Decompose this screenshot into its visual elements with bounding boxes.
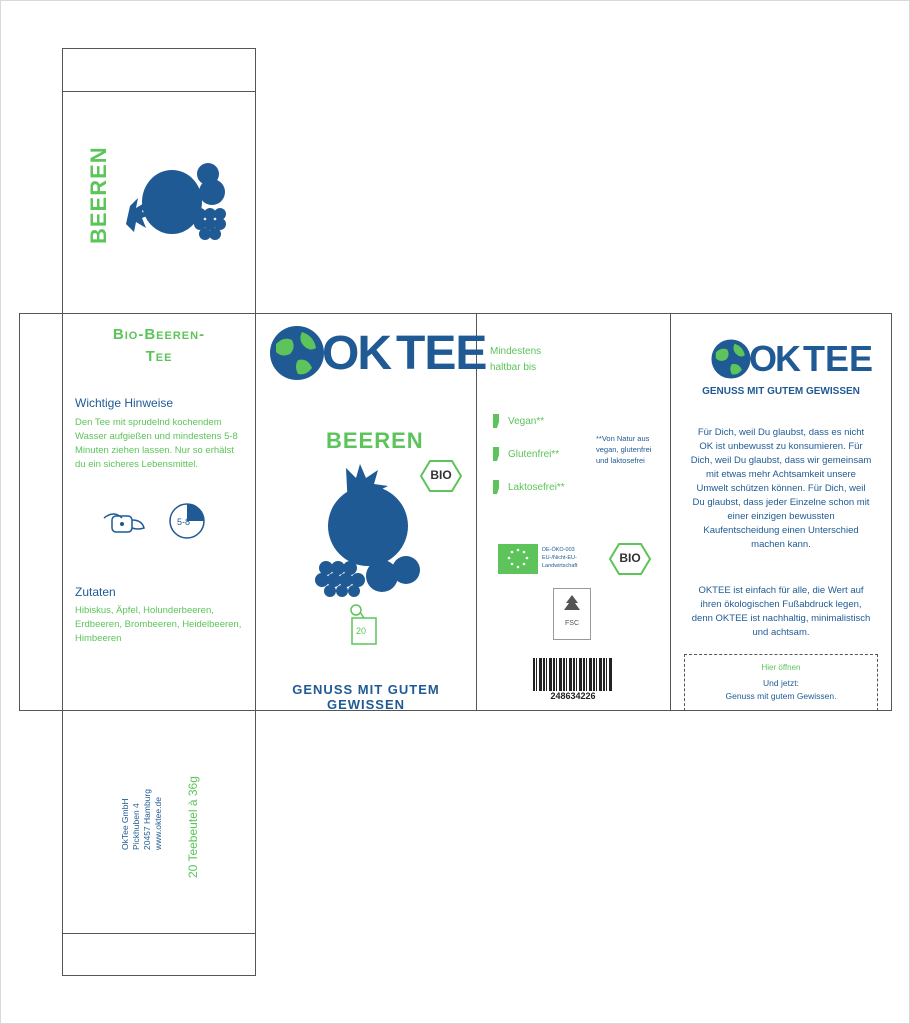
ingredients-title: Zutaten bbox=[75, 585, 116, 599]
company-street: Pickhuben 4 bbox=[131, 803, 141, 850]
barcode bbox=[533, 658, 613, 692]
ingredients-text: Hibiskus, Äpfel, Holunderbeeren, Erdbeeren, Brombeeren, Heidelbeeren, Himbeeren bbox=[75, 605, 242, 644]
globe-icon bbox=[710, 338, 752, 380]
top-tuck-flap bbox=[62, 48, 256, 92]
eu-organic-logo bbox=[498, 544, 538, 574]
bio-badge-front bbox=[419, 459, 463, 493]
teabag-icon bbox=[346, 602, 382, 648]
feature-glutenfree-label: Glutenfrei** bbox=[508, 448, 560, 460]
teapot-icon bbox=[100, 506, 150, 536]
footnote: **Von Natur aus vegan, glutenfrei und laktosefrei bbox=[596, 434, 652, 465]
glue-flap bbox=[19, 313, 63, 711]
content-info: 20 Teebeutel à 36g bbox=[186, 776, 200, 878]
bio-badge-side bbox=[608, 542, 652, 576]
feature-lactosefree-label: Laktosefrei** bbox=[508, 481, 565, 493]
brand-ok: OK bbox=[749, 338, 799, 379]
brand-ok: OK bbox=[322, 326, 390, 380]
brand-logo-front bbox=[268, 324, 486, 382]
berries-illustration-top bbox=[120, 158, 232, 244]
front-slogan: GENUSS MIT GUTEM GEWISSEN bbox=[292, 682, 440, 712]
barcode-number: 248634226 bbox=[533, 691, 613, 701]
brand-tee: TEE bbox=[803, 338, 874, 379]
footprint-icon bbox=[490, 445, 502, 463]
panel-side-left bbox=[62, 313, 256, 711]
feature-glutenfree bbox=[490, 445, 559, 463]
bio-label-side: BIO bbox=[619, 551, 641, 565]
best-before-label: Mindestens haltbar bis bbox=[490, 346, 542, 373]
hints-text: Den Tee mit sprudelnd kochendem Wasser aufgießen und mindestens 5-8 Minuten ziehen lassen. Nur so erhälst du ein sicheres Lebensmittel. bbox=[75, 417, 238, 470]
closing-line-1: Und jetzt: bbox=[763, 678, 799, 688]
company-city: 20457 Hamburg bbox=[142, 789, 152, 850]
back-text-2: OKTEE ist einfach für alle, die Wert auf ihren ökologischen Fußabdruck legen, denn OKTEE ist nachhaltig, minimalistisch und achtsam. bbox=[691, 585, 871, 638]
footprint-icon bbox=[490, 478, 502, 496]
feature-vegan bbox=[490, 412, 544, 430]
berries-illustration-front bbox=[312, 458, 424, 598]
brand-tee: TEE bbox=[396, 326, 487, 380]
back-text-1: Für Dich, weil Du glaubst, dass es nicht OK ist unbewusst zu konsumieren. Für Dich, weil Du glaubst, dass wir gemeinsam mit etwas mehr Achtsamkeit unsere Umwelt schützen können. Für Dich, weil Du glaubst, dass jeder Einzelne schon mit einer einzigen bewussten Kaufentscheidung einen Unterschied machen kann. bbox=[690, 427, 872, 550]
brand-logo-back bbox=[710, 338, 873, 380]
fsc-label: FSC bbox=[565, 620, 579, 627]
bottom-tuck-flap bbox=[62, 933, 256, 976]
company-name: OkTee GmbH bbox=[120, 798, 130, 850]
product-name-line-1: Bio-Beeren- bbox=[112, 326, 206, 343]
closing-line-2: Genuss mit gutem Gewissen. bbox=[725, 691, 837, 701]
top-variety-title: BEEREN bbox=[86, 146, 111, 244]
eu-code: DE-ÖKO-003 EU-/Nicht-EU-Landwirtschaft bbox=[542, 547, 578, 569]
back-slogan: GENUSS MIT GUTEM GEWISSEN bbox=[702, 386, 860, 397]
company-web: www.oktee.de bbox=[153, 797, 163, 850]
eu-leaf-icon bbox=[498, 544, 538, 574]
globe-icon bbox=[268, 324, 326, 382]
feature-lactosefree bbox=[490, 478, 565, 496]
product-name-line-2: Tee bbox=[145, 348, 173, 365]
bag-count: 20 bbox=[356, 626, 367, 636]
hints-title: Wichtige Hinweise bbox=[75, 396, 174, 410]
variety-title: BEEREN bbox=[326, 428, 424, 453]
footprint-icon bbox=[490, 412, 502, 430]
open-here-label[interactable]: Hier öffnen bbox=[761, 663, 801, 672]
timer-label: 5-8 bbox=[177, 517, 191, 527]
fsc-logo bbox=[553, 588, 591, 640]
tree-icon bbox=[554, 593, 590, 619]
bio-label-front: BIO bbox=[430, 468, 452, 482]
feature-vegan-label: Vegan** bbox=[508, 415, 545, 427]
